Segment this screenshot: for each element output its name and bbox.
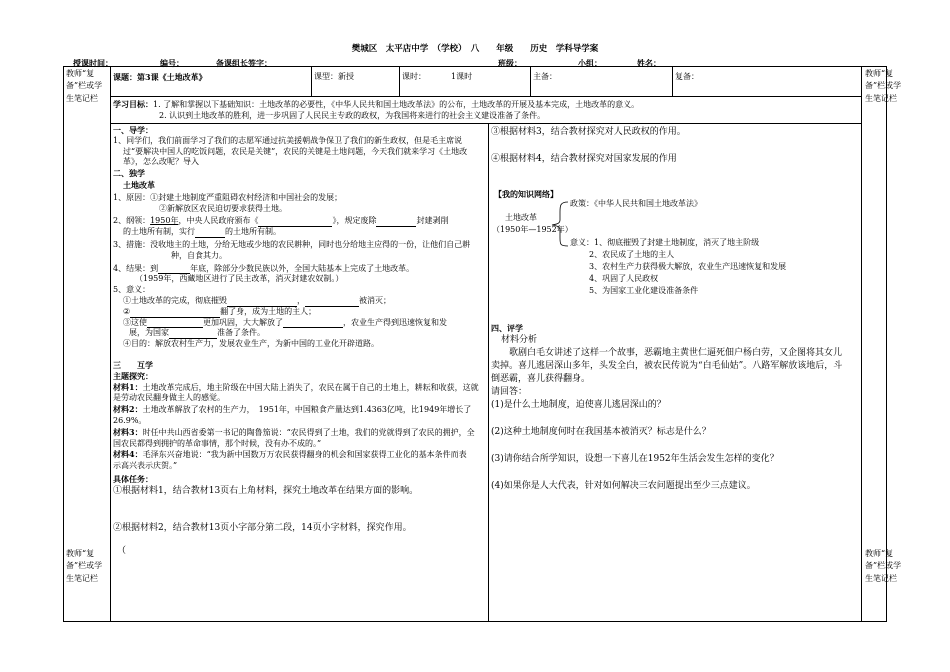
program-text-4: 的土地所有制，实行 [123,227,195,237]
section-evaluate-title: 四、评学 [491,323,523,333]
blank-sig-1a[interactable] [227,297,297,307]
network-significance-2: 2、农民成了土地的主人 [589,250,675,259]
blank-sig-4[interactable] [169,329,217,339]
group-label: 小组： [578,58,602,68]
material-4-text-2: 示高兴表示庆贺。” [113,461,178,471]
page-title: 樊城区 太平店中学 （学校） 八 年级 历史 学科导学案 [351,44,599,54]
program-text-2: 》，规定废除 [332,216,377,226]
name-label: 姓名： [637,58,661,68]
network-significance-1: 意义：1、彻底摧毁了封建土地制度，消灭了地主阶级 [570,238,760,247]
sig-2-text-1: ② [123,306,131,316]
section-mutual-title: 三 互学 [113,359,153,370]
number-label: 编号： [160,58,184,68]
class-label: 班级： [498,58,522,68]
goals-label: 学习目标： [113,99,153,109]
goal-1: 1. 了解和掌握以下基础知识：土地改革的必要性，《中华人民共和国土地改革法》的公布，土地改革的开展及基本完成，土地改革的意义。 [153,100,640,109]
material-3-text: 时任中共山西省委第一书记的陶鲁笳说：“农民得到了土地，我们的党就得到了农民的拥护，全 [142,427,475,437]
material-3-label: 材料3： [113,426,143,437]
guide-text-3: 革》，怎么改呢？导入 [123,157,199,167]
material-4-label: 材料4： [113,449,143,460]
question-3: ③根据材料3，结合教材探究对人民政权的作用。 [491,127,686,137]
material-1-label: 材料1： [113,381,143,392]
side-note-top-left: 教师“复备”栏或学生笔记栏 [66,69,103,103]
section-self-study-title: 二、独学 [113,168,145,179]
hours-value: 1课时 [451,72,473,81]
side-note-top-right: 教师“复备”栏或学生笔记栏 [865,69,902,103]
sig-5: ④目的：解放农村生产力，发展农业生产，为新中国的工业化开辟道路。 [123,339,379,349]
program-text-3: 封建剥削 [416,216,449,226]
story-text-1: 歌剧白毛女讲述了这样一个故事，恶霸地主黄世仁逼死佃户杨白劳，又企图将其女儿 [509,347,843,358]
significance-label: 5、意义： [113,285,151,295]
program-year: 1950年 [150,216,179,226]
sig-4-text-1: 展，为国家 [129,328,169,338]
signer-label: 备课组长签字： [216,58,272,68]
blank-sig-2[interactable] [130,308,220,318]
lesson-topic: 课题：第3课《土地改革》 [113,72,207,82]
network-significance-3: 3、农村生产力获得极大解放，农业生产迅速恢复和发展 [589,262,787,271]
sig-2-text-2: 翻了身，成为土地的主人； [220,306,317,316]
blank-abolish[interactable] [376,217,416,227]
blank-sig-1b[interactable] [305,297,359,307]
sig-4-text-2: 准备了条件。 [217,328,265,338]
section-guide-title: 一、导学： [113,125,153,135]
self-study-subtitle: 土地改革 [123,179,155,190]
learning-goals [113,99,639,122]
sig-3-text-2: 更加巩固，大大解放了 [203,317,283,327]
open-paren: （ [117,545,127,556]
network-policy: 政策：《中华人民共和国土地改革法》 [570,199,702,208]
task-2: ②根据材料2，结合教材13页小字部分第二段，14页小字材料，探究作用。 [113,522,412,533]
left-column [113,125,485,558]
material-analysis-label: 材料分析 [501,334,538,345]
side-note-bottom-left: 教师“复备”栏或学生笔记栏 [66,549,103,583]
evaluation-section [491,323,857,493]
guide-text-1: 1、同学们，我们前面学习了我们的志愿军通过抗美援朝战争保卫了我们的新生政权，但是毛主席说 [113,135,463,145]
lesson-type: 课型：新授 [314,72,354,81]
story-text-2: 卖掉。喜儿逃居深山多年，头发全白，被农民传说为“白毛仙姑”。八路军解放该地后，斗 [491,360,843,371]
program-label: 2、纲领： [113,216,151,226]
result-text-1: 4、结果：到 [113,263,159,273]
network-significance-5: 5、为国家工业化建设准备条件 [589,286,699,295]
side-note-bottom-right: 教师“复备”栏或学生笔记栏 [865,549,902,583]
sig-1-text-3: 被消灭； [359,295,391,305]
blank-sig-3a[interactable] [147,318,203,328]
material-4-text: 毛泽东兴奋地说：“我为新中国数万万农民获得翻身的机会和国家获得工业化的基本条件而表 [142,450,467,460]
network-brace [548,198,572,248]
measures-1: 3、措施：没收地主的土地，分给无地或少地的农民耕种，同时也分给地主应得的一份，让他们自己耕 [113,239,471,249]
sig-1-text-2: ， [297,295,305,305]
question-a1: (1)是什么土地制度，迫使喜儿逃居深山的？ [491,400,666,411]
lead-preparer: 主备： [533,72,557,81]
material-1-text: 土地改革完成后，地主阶级在中国大陆上消失了，农民在属于自己的土地上，耕耘和收获，这就 [142,382,479,392]
reason-1: 1、原因：①封建土地制度严重阻碍农村经济和中国社会的发展； [113,192,343,202]
guide-text-2: 过“要解决中国人的吃饭问题，农民是关键”，农民的关键是土地问题，今天我们就来学习《土地改 [123,146,468,156]
blank-ownership[interactable] [195,228,225,238]
knowledge-network-title: 【我的知识网络】 [494,189,558,199]
program-text-5: 的土地所有制。 [225,227,281,237]
reviewer: 复备： [675,72,699,81]
teach-time-label: 授课时间： [73,58,113,68]
blank-law-name[interactable] [258,217,332,227]
task-label: 具体任务： [113,473,153,484]
story-text-3: 倒恶霸，喜儿获得翻身。 [491,373,591,384]
goal-2: 2. 认识到土地改革的胜利，进一步巩固了人民民主专政的政权，为我国将来进行的社会主义建设准备了条件。 [159,110,546,120]
program-text-1: ，中央人民政府颁布《 [178,216,259,226]
answer-prompt: 请回答： [491,386,528,397]
sig-1-text-1: ①土地改革的完成，彻底摧毁 [123,295,227,305]
blank-year[interactable] [158,264,190,274]
reason-2: ②新解放区农民迫切要求获得土地。 [159,203,287,213]
hours-label: 课时： [402,72,426,81]
question-a4: (4)如果你是人大代表，针对如何解决三农问题提出至少三点建议。 [491,481,756,492]
network-years: （1950年—1952年） [492,225,573,234]
material-2-label: 材料2： [113,404,143,415]
network-significance-4: 4、巩固了人民政权 [589,274,659,283]
sig-3-text-3: ，农业生产得到迅速恢复和发 [343,317,447,327]
result-text-2: 年底，除部分少数民族以外，全国大陆基本上完成了土地改革。 [190,263,415,273]
question-4: ④根据材料4，结合教材探究对国家发展的作用 [491,154,677,164]
material-1-text-2: 是劳动农民翻身做主人的感觉。 [113,393,225,403]
sig-3-text-1: ③这使 [123,317,147,327]
question-a3: (3)请你结合所学知识，设想一下喜儿在1952年生活会发生怎样的变化？ [491,454,779,465]
blank-sig-3b[interactable] [283,318,343,328]
material-3-text-2: 国农民都得到拥护的革命事情，那个时候，没有办不成的。” [113,438,322,448]
task-1: ①根据材料1，结合教材13页右上角材料，探究土地改革在结果方面的影响。 [113,485,419,496]
measures-2: 种，自食其力。 [171,250,227,260]
material-2-text: 土地改革解放了农村的生产力， 1951年，中国粮食产量达到1.4363亿吨，比1949年增长了 [142,405,472,415]
network-center: 土地改革 [505,213,537,222]
inquiry-subtitle: 主题探究： [113,370,153,381]
result-note: （1959年，西藏地区进行了民主改革，消灭封建农奴制。） [135,274,344,284]
material-2-text-2: 26.9%。 [113,415,147,425]
question-a2: (2)这种土地制度何时在我国基本被消灭？标志是什么？ [491,427,711,438]
